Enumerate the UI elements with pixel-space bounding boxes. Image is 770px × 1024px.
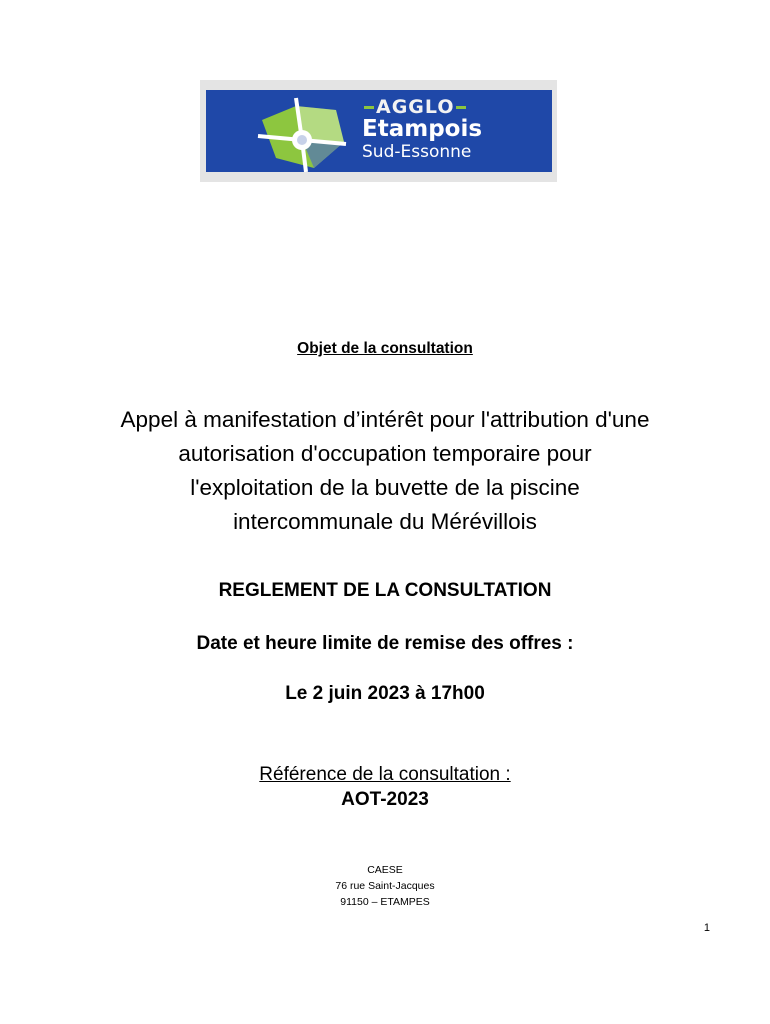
title-line: l'exploitation de la buvette de la piscine bbox=[190, 475, 580, 500]
logo-line-etampois: Etampois bbox=[362, 116, 483, 142]
logo-wordmark bbox=[362, 96, 547, 162]
logo bbox=[200, 80, 557, 182]
logo-line-sud-essonne: Sud-Essonne bbox=[362, 142, 472, 162]
address-line: 91150 – ETAMPES bbox=[340, 896, 430, 908]
objet-heading: Objet de la consultation bbox=[297, 340, 473, 357]
deadline-label: Date et heure limite de remise des offres : bbox=[196, 633, 574, 654]
title-line: Appel à manifestation d’intérêt pour l'attribution d'une bbox=[120, 407, 650, 432]
logo-banner bbox=[206, 90, 552, 172]
page-number: 1 bbox=[703, 922, 710, 934]
document-title bbox=[0, 403, 770, 539]
reference-label: Référence de la consultation : bbox=[259, 764, 511, 785]
address-line: CAESE bbox=[367, 864, 403, 876]
reference-value: AOT-2023 bbox=[341, 789, 429, 810]
address-line: 76 rue Saint-Jacques bbox=[335, 880, 435, 892]
agglo-emblem-icon bbox=[256, 96, 348, 172]
title-line: autorisation d'occupation temporaire pour bbox=[178, 441, 592, 466]
logo-line-agglo: AGGLO bbox=[376, 96, 455, 118]
deadline-value: Le 2 juin 2023 à 17h00 bbox=[285, 683, 485, 704]
reglement-heading: REGLEMENT DE LA CONSULTATION bbox=[218, 580, 552, 601]
address-block bbox=[0, 862, 770, 910]
title-line: intercommunale du Mérévillois bbox=[233, 509, 537, 534]
